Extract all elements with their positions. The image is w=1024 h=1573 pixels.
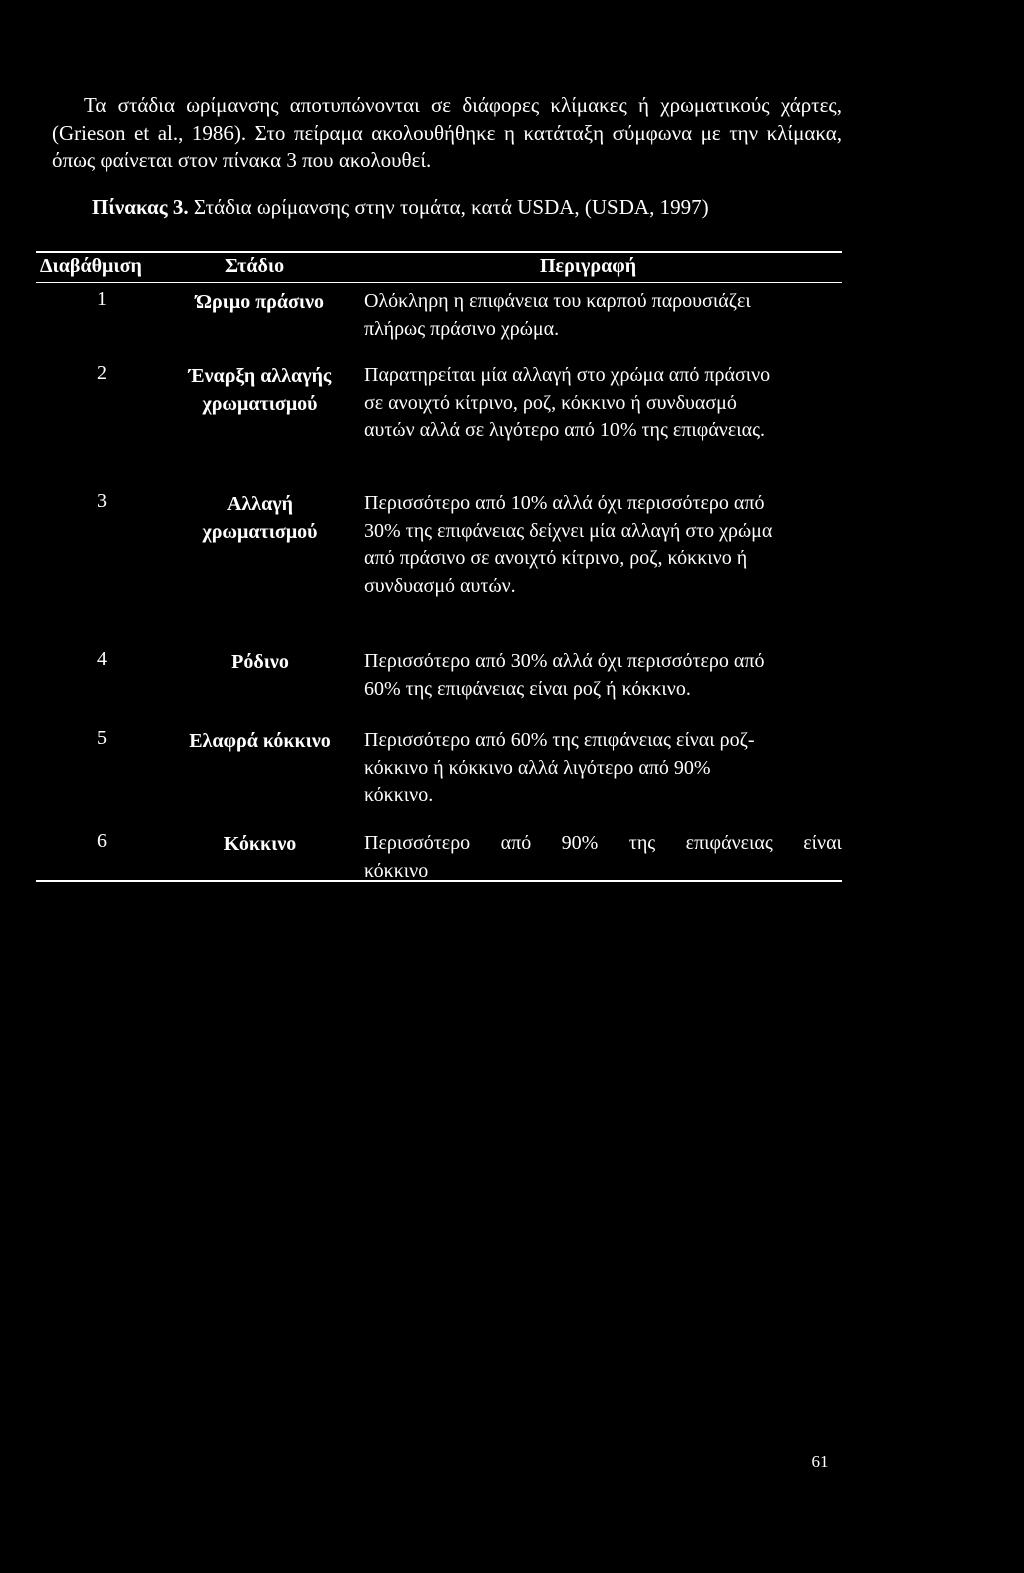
description-word: 90% <box>561 832 599 854</box>
stage-line: χρωματισμού <box>202 521 318 543</box>
row-description <box>364 362 842 445</box>
row-number: 3 <box>97 490 107 512</box>
stage-line: χρωματισμού <box>202 393 318 415</box>
header-stage: Στάδιο <box>225 255 285 277</box>
stage-line: Έναρξη αλλαγής <box>188 365 332 387</box>
header-description: Περιγραφή <box>540 255 637 277</box>
description-line: Περισσότερο από 10% αλλά όχι περισσότερο από <box>364 492 765 514</box>
description-line: κόκκινο. <box>364 784 434 806</box>
stage-line: Ελαφρά κόκκινο <box>189 730 331 752</box>
row-description <box>364 830 842 885</box>
description-line: από πράσινο σε ανοιχτό κίτρινο, ροζ, κόκκινο ή <box>364 547 748 569</box>
row-number: 4 <box>97 648 107 670</box>
row-number: 2 <box>97 362 107 384</box>
row-description <box>364 727 842 810</box>
stage-line: Ρόδινο <box>231 651 289 673</box>
table-bottom-rule <box>36 880 842 882</box>
table-caption-text: Στάδια ωρίμανσης στην τομάτα, κατά USDA, (USDA, 1997) <box>188 195 709 219</box>
description-word: επιφάνειας <box>685 832 773 854</box>
stage-line: Αλλαγή <box>227 493 293 515</box>
description-line <box>364 830 842 858</box>
table-header-rule <box>36 282 842 283</box>
description-line: Περισσότερο από 30% αλλά όχι περισσότερο από <box>364 650 765 672</box>
row-stage <box>150 490 370 546</box>
description-line: αυτών αλλά σε λιγότερο από 10% της επιφάνειας. <box>364 419 766 441</box>
description-line: κόκκινο <box>364 859 429 882</box>
row-description <box>364 648 842 703</box>
row-stage <box>150 648 370 676</box>
description-line: Παρατηρείται μία αλλαγή στο χρώμα από πράσινο <box>364 364 771 386</box>
row-description <box>364 288 842 343</box>
row-stage <box>150 830 370 858</box>
description-line: κόκκινο ή κόκκινο αλλά λιγότερο από 90% <box>364 756 711 779</box>
row-number: 1 <box>97 288 107 310</box>
stage-line: Ώριμο πράσινο <box>195 291 325 313</box>
row-description <box>364 490 842 600</box>
description-word: της <box>628 832 656 854</box>
description-line: Ολόκληρη η επιφάνεια του καρπού παρουσιάζει <box>364 290 751 312</box>
description-line: Περισσότερο από 60% της επιφάνειας είναι ροζ- <box>364 729 755 751</box>
description-line: 30% της επιφάνειας δείχνει μία αλλαγή στο χρώμα <box>364 519 773 542</box>
description-line: συνδυασμό αυτών. <box>364 574 516 597</box>
row-stage <box>150 288 370 316</box>
table-caption <box>92 195 709 220</box>
description-line: σε ανοιχτό κίτρινο, ροζ, κόκκινο ή συνδυασμό <box>364 391 737 414</box>
row-number: 5 <box>97 727 107 749</box>
row-stage <box>150 362 370 418</box>
description-line: πλήρως πράσινο χρώμα. <box>364 317 560 340</box>
intro-paragraph: Τα στάδια ωρίμανσης αποτυπώνονται σε διάφορες κλίμακες ή χρωματικούς χάρτες, (Grieson et al., 1986). Στο πείραμα ακολουθήθηκε η κατάταξη σύμφωνα με την κλίμακα, όπως φαίνεται στον πίνακα 3 που ακολουθεί. <box>52 93 842 172</box>
page-number: 61 <box>811 1452 829 1471</box>
description-word: είναι <box>803 832 842 854</box>
table-caption-label: Πίνακας 3. <box>92 195 189 219</box>
description-word: Περισσότερο <box>364 832 471 854</box>
row-stage <box>150 727 370 755</box>
description-word: από <box>500 832 532 854</box>
description-line: 60% της επιφάνειας είναι ροζ ή κόκκινο. <box>364 677 691 700</box>
table-top-rule <box>36 251 842 253</box>
stage-line: Κόκκινο <box>223 833 297 855</box>
row-number: 6 <box>97 830 107 852</box>
header-grade: Διαβάθμιση <box>40 255 142 277</box>
